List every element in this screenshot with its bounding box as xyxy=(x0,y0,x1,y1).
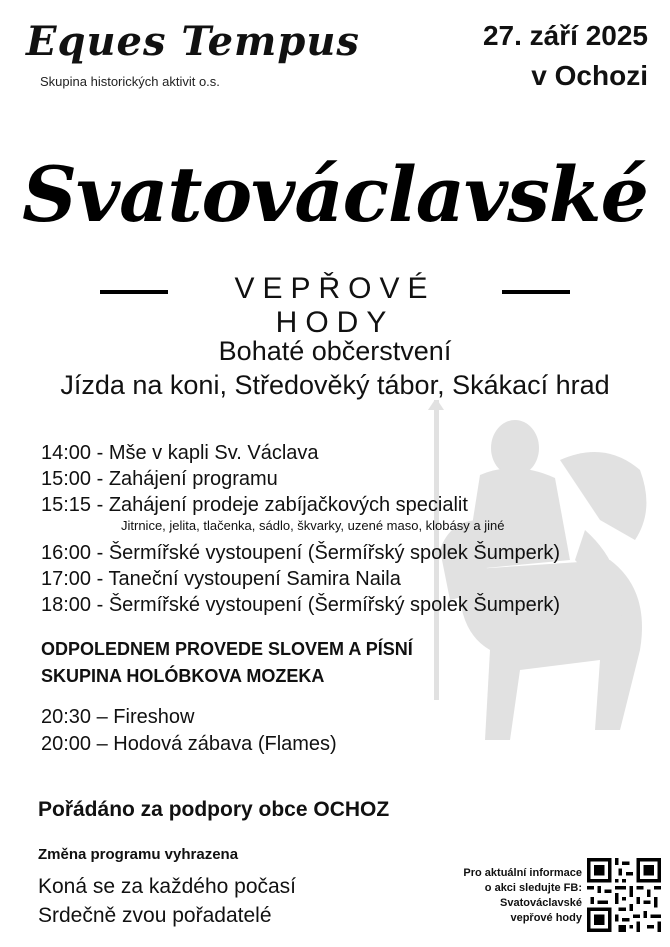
closing-line: Srdečně zvou pořadatelé xyxy=(38,904,272,927)
logo-wordmark: Eques Tempus xyxy=(26,18,360,65)
fb-info-line: Pro aktuální informace xyxy=(463,867,582,879)
divider-left xyxy=(100,290,168,294)
schedule-item: 17:00 - Taneční vystoupení Samira Naila xyxy=(41,568,401,590)
sponsor-line: Pořádáno za podpory obce OCHOZ xyxy=(38,798,390,821)
poster-subtitle: VEPŘOVÉ HODY xyxy=(234,272,436,339)
schedule-item: 18:00 - Šermířské vystoupení (Šermířský spolek Šumperk) xyxy=(41,594,561,616)
poster-title: Svatováclavské xyxy=(22,150,648,239)
subtitle-row xyxy=(100,272,570,339)
event-place: v Ochozi xyxy=(531,60,648,91)
schedule-item: 16:00 - Šermířské vystoupení (Šermířský spolek Šumperk) xyxy=(41,542,561,564)
evening-item: 20:00 – Hodová zábava (Flames) xyxy=(41,733,337,755)
evening-item: 20:30 – Fireshow xyxy=(41,706,195,728)
fb-info-line: o akci sledujte FB: xyxy=(484,882,582,894)
fb-info-line: vepřové hody xyxy=(510,912,582,924)
fb-info-line: Svatováclavské xyxy=(500,897,582,909)
evening-schedule xyxy=(41,704,337,758)
logo-tagline: Skupina historických aktivit o.s. xyxy=(40,74,220,89)
schedule-item: 14:00 - Mše v kapli Sv. Václava xyxy=(41,442,319,464)
headline-attractions: Jízda na koni, Středověký tábor, Skákací hrad xyxy=(60,370,610,400)
headline-refreshments: Bohaté občerstvení xyxy=(218,336,452,366)
closing-text xyxy=(38,872,296,930)
closing-line: Koná se za každého počasí xyxy=(38,875,297,898)
change-note: Změna programu vyhrazena xyxy=(38,846,239,863)
announcement-line: ODPOLEDNEM PROVEDE SLOVEM A PÍSNÍ xyxy=(41,639,413,659)
schedule-list xyxy=(41,440,661,618)
qr-code-icon[interactable] xyxy=(587,858,661,932)
announcement-line: SKUPINA HOLÓBKOVA MOZEKA xyxy=(41,666,325,686)
divider-right xyxy=(502,290,570,294)
facebook-info xyxy=(430,866,582,926)
schedule-item-note: Jitrnice, jelita, tlačenka, sádlo, škvarky, uzené maso, klobásy a jiné xyxy=(121,518,505,533)
schedule-item: 15:15 - Zahájení prodeje zabíjačkových specialit xyxy=(41,494,468,516)
schedule-item: 15:00 - Zahájení programu xyxy=(41,468,278,490)
announcement xyxy=(41,636,413,690)
event-date: 27. září 2025 xyxy=(482,20,648,51)
